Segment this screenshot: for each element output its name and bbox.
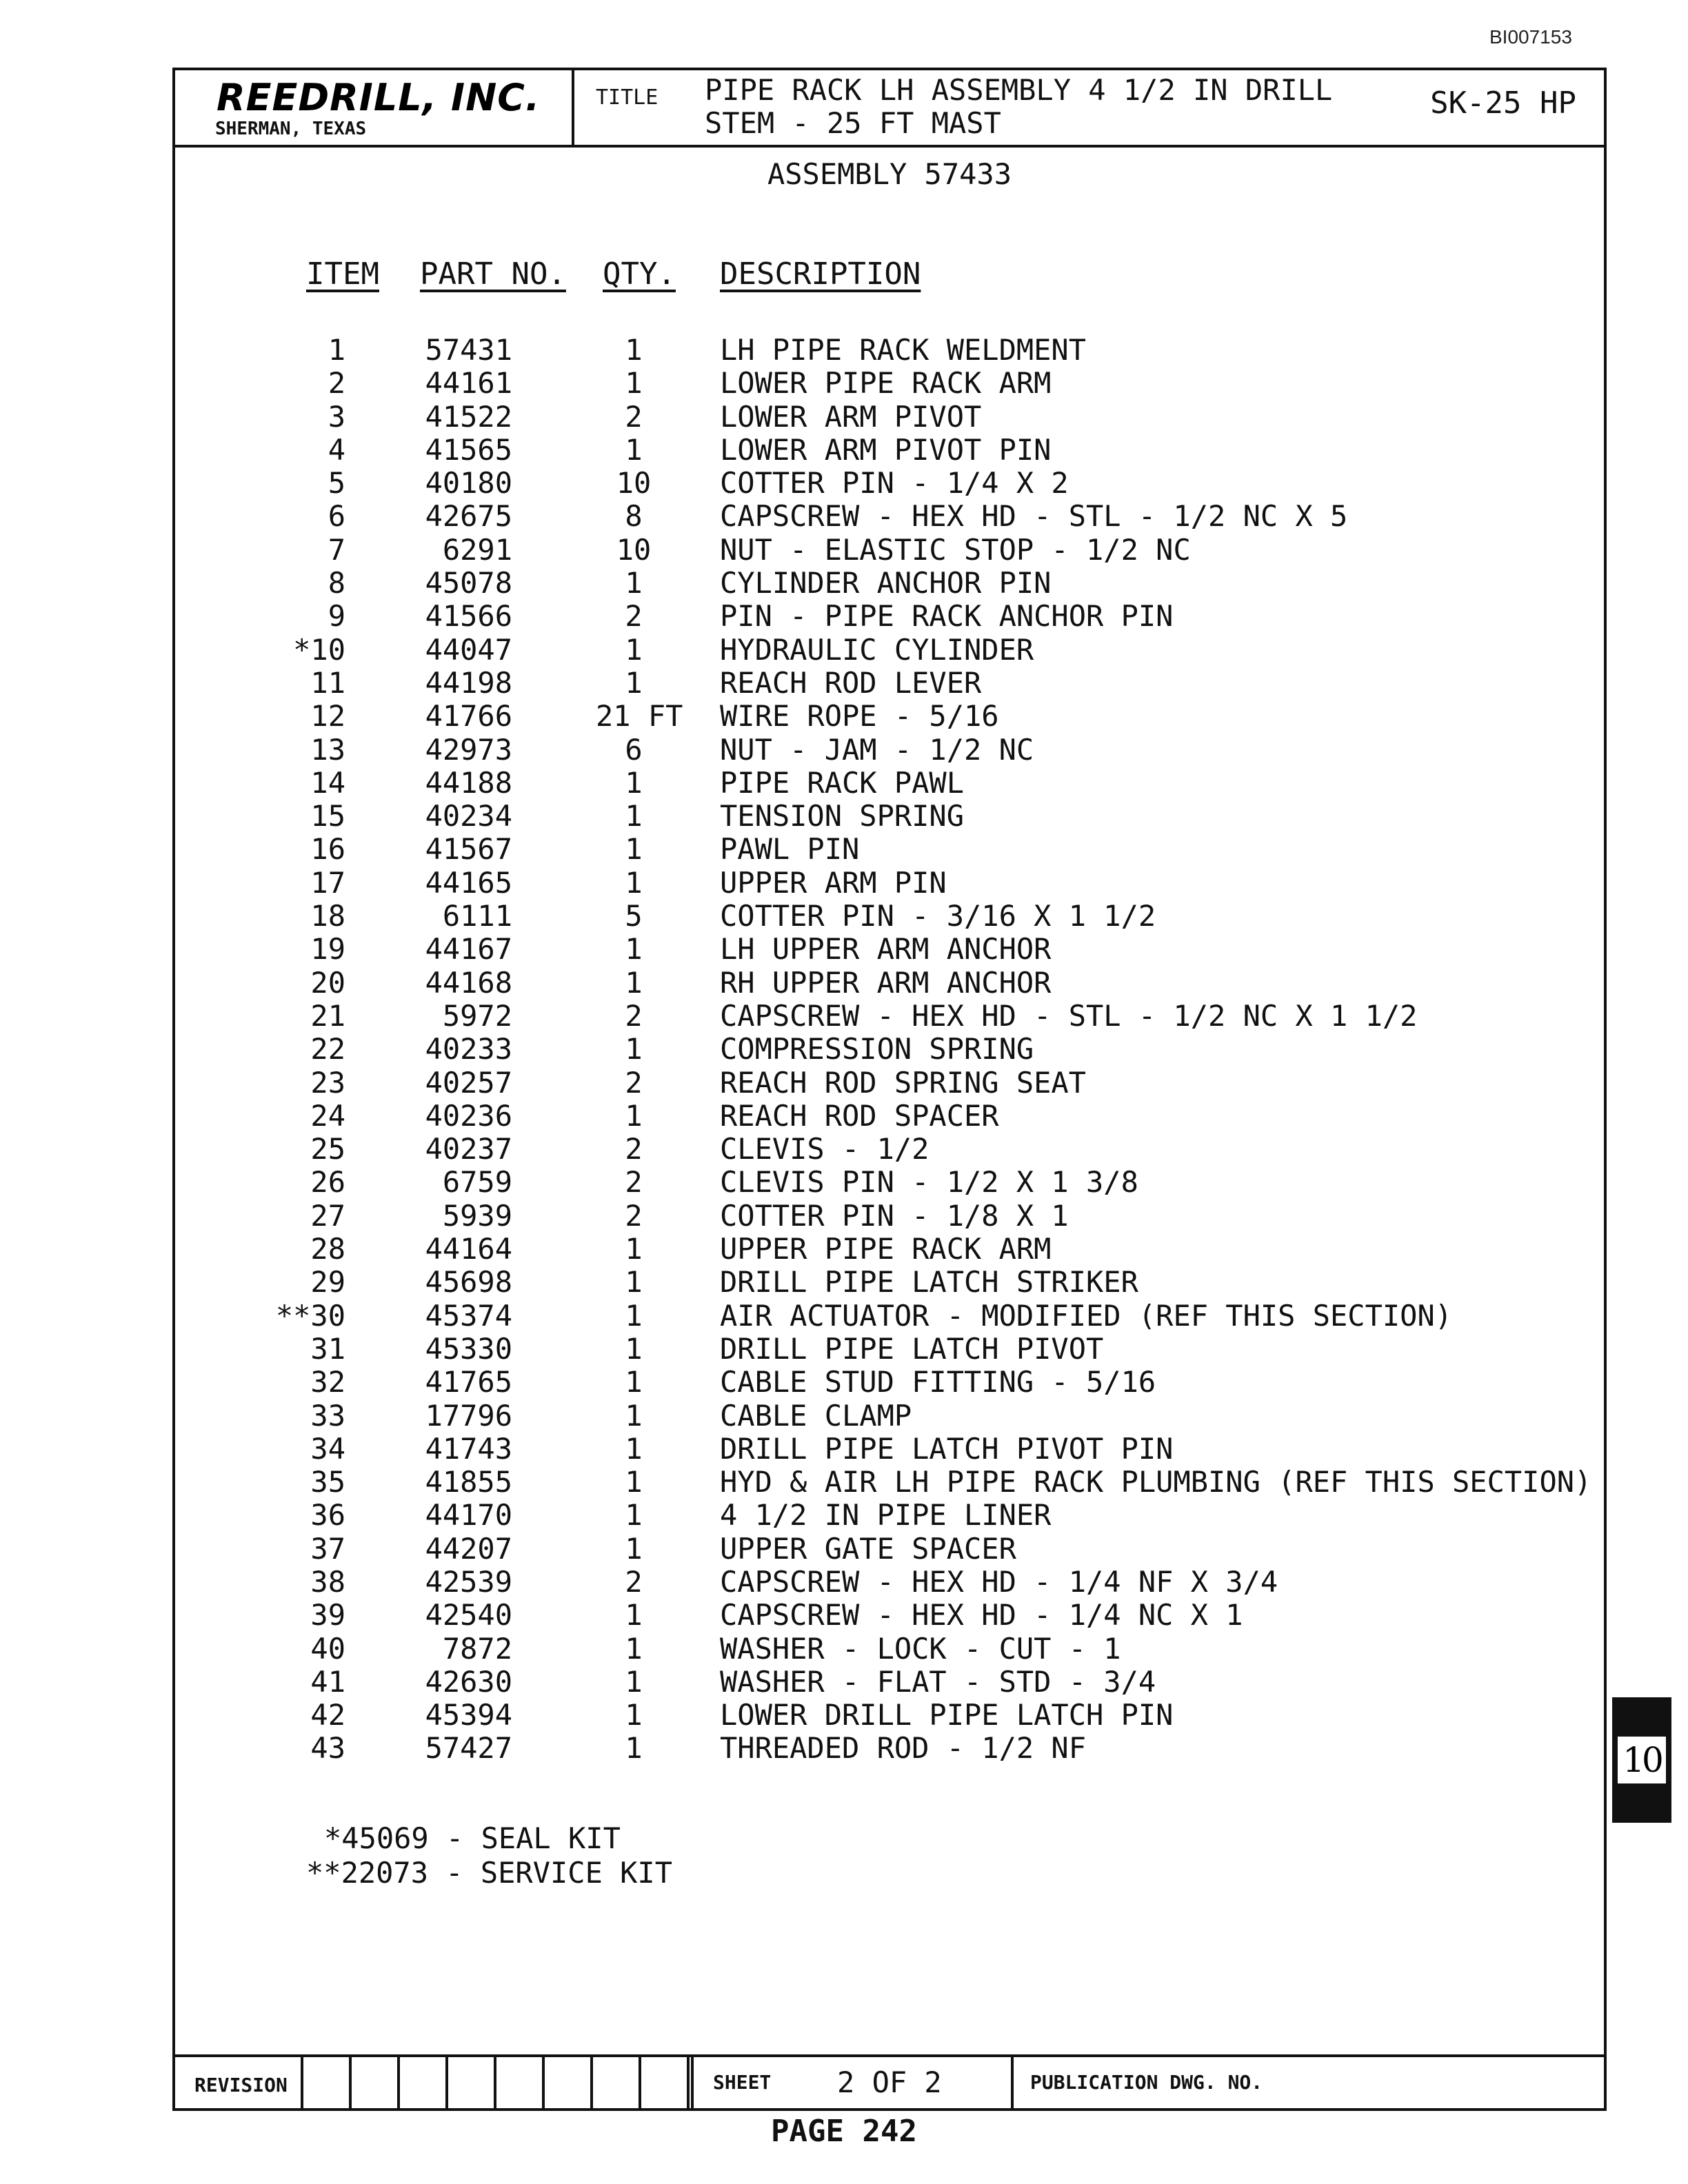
description-cell: LOWER DRILL PIPE LATCH PIN bbox=[720, 1698, 1174, 1732]
description-cell: REACH ROD LEVER bbox=[720, 665, 982, 700]
quantity-cell: 1 bbox=[625, 799, 643, 833]
item-cell: 8 bbox=[328, 566, 345, 600]
quantity-cell: 2 bbox=[625, 998, 643, 1033]
table-row bbox=[175, 334, 1604, 367]
quantity-cell: 1 bbox=[625, 366, 643, 401]
document-id: BI007153 bbox=[1489, 26, 1572, 48]
quantity-cell: 1 bbox=[625, 1398, 643, 1433]
column-header-part-no: PART NO. bbox=[420, 256, 566, 292]
part-number-cell: 6759 bbox=[442, 1165, 512, 1200]
revision-cell-divider bbox=[397, 2057, 400, 2108]
item-cell: 35 bbox=[310, 1465, 345, 1499]
table-row bbox=[175, 500, 1604, 533]
description-cell: COTTER PIN - 1/8 X 1 bbox=[720, 1198, 1069, 1233]
table-row bbox=[175, 1466, 1604, 1499]
item-cell: 25 bbox=[310, 1132, 345, 1166]
revision-cell-divider bbox=[1011, 2057, 1014, 2108]
part-number-cell: 6111 bbox=[442, 899, 512, 933]
quantity-cell: 6 bbox=[625, 732, 643, 767]
table-row bbox=[175, 667, 1604, 700]
item-cell: 42 bbox=[310, 1698, 345, 1732]
table-row bbox=[175, 967, 1604, 1000]
description-cell: CLEVIS PIN - 1/2 X 1 3/8 bbox=[720, 1165, 1138, 1200]
title-label: TITLE bbox=[596, 85, 659, 110]
revision-cell-divider bbox=[301, 2057, 303, 2108]
table-row bbox=[175, 1599, 1604, 1632]
description-cell: LOWER ARM PIVOT PIN bbox=[720, 432, 1052, 467]
table-row bbox=[175, 1133, 1604, 1166]
part-number-cell: 40180 bbox=[425, 466, 512, 501]
quantity-cell: 1 bbox=[625, 1731, 643, 1766]
table-row bbox=[175, 1100, 1604, 1133]
part-number-cell: 42630 bbox=[425, 1664, 512, 1699]
part-number-cell: 44188 bbox=[425, 765, 512, 800]
part-number-cell: 44170 bbox=[425, 1498, 512, 1533]
quantity-cell: 1 bbox=[625, 1465, 643, 1499]
description-cell: NUT - ELASTIC STOP - 1/2 NC bbox=[720, 532, 1191, 567]
quantity-cell: 1 bbox=[625, 1098, 643, 1133]
quantity-cell: 2 bbox=[625, 1564, 643, 1599]
table-row bbox=[175, 634, 1604, 667]
quantity-cell: 1 bbox=[625, 965, 643, 1000]
item-cell: 6 bbox=[328, 499, 345, 534]
table-row bbox=[175, 1632, 1604, 1666]
revision-label: REVISION bbox=[194, 2074, 288, 2096]
description-cell: WASHER - FLAT - STD - 3/4 bbox=[720, 1664, 1156, 1699]
title-line-2: STEM - 25 FT MAST bbox=[705, 106, 1001, 140]
quantity-cell: 1 bbox=[625, 1498, 643, 1533]
table-row bbox=[175, 434, 1604, 467]
description-cell: PIPE RACK PAWL bbox=[720, 765, 965, 800]
description-cell: CABLE STUD FITTING - 5/16 bbox=[720, 1365, 1156, 1399]
description-cell: RH UPPER ARM ANCHOR bbox=[720, 965, 1052, 1000]
description-cell: CAPSCREW - HEX HD - 1/4 NF X 3/4 bbox=[720, 1564, 1278, 1599]
quantity-cell: 1 bbox=[625, 1664, 643, 1699]
table-row bbox=[175, 1699, 1604, 1732]
table-row bbox=[175, 833, 1604, 866]
quantity-cell: 21 FT bbox=[596, 699, 683, 734]
item-cell: 41 bbox=[310, 1664, 345, 1699]
description-cell: TENSION SPRING bbox=[720, 799, 965, 833]
description-cell: HYD & AIR LH PIPE RACK PLUMBING (REF THIS SECTION) bbox=[720, 1465, 1592, 1499]
item-cell: 5 bbox=[328, 466, 345, 501]
part-number-cell: 40237 bbox=[425, 1132, 512, 1166]
part-number-cell: 44165 bbox=[425, 865, 512, 900]
description-cell: UPPER GATE SPACER bbox=[720, 1531, 1016, 1566]
table-row bbox=[175, 534, 1604, 567]
revision-cell-divider bbox=[349, 2057, 352, 2108]
quantity-cell: 2 bbox=[625, 1132, 643, 1166]
description-cell: THREADED ROD - 1/2 NF bbox=[720, 1731, 1087, 1766]
table-row bbox=[175, 467, 1604, 500]
description-cell: COMPRESSION SPRING bbox=[720, 1032, 1034, 1066]
item-cell: 32 bbox=[310, 1365, 345, 1399]
description-cell: WASHER - LOCK - CUT - 1 bbox=[720, 1631, 1121, 1666]
table-row bbox=[175, 800, 1604, 833]
part-number-cell: 40234 bbox=[425, 799, 512, 833]
drawing-frame bbox=[172, 68, 1607, 2111]
description-cell: CAPSCREW - HEX HD - 1/4 NC X 1 bbox=[720, 1598, 1243, 1632]
part-number-cell: 45394 bbox=[425, 1698, 512, 1732]
part-number-cell: 44164 bbox=[425, 1232, 512, 1266]
part-number-cell: 45374 bbox=[425, 1298, 512, 1333]
table-row bbox=[175, 1732, 1604, 1765]
description-cell: CAPSCREW - HEX HD - STL - 1/2 NC X 5 bbox=[720, 499, 1348, 534]
table-row bbox=[175, 1233, 1604, 1266]
description-cell: DRILL PIPE LATCH STRIKER bbox=[720, 1265, 1138, 1300]
item-cell: 27 bbox=[310, 1198, 345, 1233]
part-number-cell: 44198 bbox=[425, 665, 512, 700]
item-cell: 12 bbox=[310, 699, 345, 734]
revision-cell-divider bbox=[542, 2057, 545, 2108]
quantity-cell: 1 bbox=[625, 432, 643, 467]
quantity-cell: 1 bbox=[625, 1265, 643, 1300]
item-cell: 9 bbox=[328, 599, 345, 634]
part-number-cell: 40257 bbox=[425, 1065, 512, 1100]
item-cell: 26 bbox=[310, 1165, 345, 1200]
quantity-cell: 10 bbox=[616, 466, 652, 501]
item-cell: 11 bbox=[310, 665, 345, 700]
quantity-cell: 1 bbox=[625, 765, 643, 800]
part-number-cell: 42973 bbox=[425, 732, 512, 767]
part-number-cell: 41565 bbox=[425, 432, 512, 467]
part-number-cell: 40236 bbox=[425, 1098, 512, 1133]
description-cell: UPPER PIPE RACK ARM bbox=[720, 1232, 1052, 1266]
table-row bbox=[175, 867, 1604, 900]
description-cell: HYDRAULIC CYLINDER bbox=[720, 632, 1034, 667]
item-cell: 19 bbox=[310, 932, 345, 967]
part-number-cell: 7872 bbox=[442, 1631, 512, 1666]
part-number-cell: 41522 bbox=[425, 399, 512, 434]
description-cell: DRILL PIPE LATCH PIVOT PIN bbox=[720, 1431, 1174, 1466]
quantity-cell: 1 bbox=[625, 932, 643, 967]
publication-label: PUBLICATION DWG. NO. bbox=[1030, 2071, 1263, 2094]
part-number-cell: 45330 bbox=[425, 1331, 512, 1366]
part-number-cell: 45078 bbox=[425, 566, 512, 600]
quantity-cell: 1 bbox=[625, 1598, 643, 1632]
item-cell: 29 bbox=[310, 1265, 345, 1300]
item-cell: 3 bbox=[328, 399, 345, 434]
quantity-cell: 2 bbox=[625, 1165, 643, 1200]
quantity-cell: 2 bbox=[625, 599, 643, 634]
section-tab-label: 10 bbox=[1618, 1737, 1666, 1783]
table-row bbox=[175, 1300, 1604, 1333]
table-row bbox=[175, 1166, 1604, 1199]
quantity-cell: 1 bbox=[625, 1431, 643, 1466]
table-row bbox=[175, 1000, 1604, 1033]
table-row bbox=[175, 1433, 1604, 1466]
part-number-cell: 45698 bbox=[425, 1265, 512, 1300]
table-row bbox=[175, 1399, 1604, 1433]
item-cell: 15 bbox=[310, 799, 345, 833]
part-number-cell: 57427 bbox=[425, 1731, 512, 1766]
column-header-item: ITEM bbox=[306, 256, 379, 292]
item-cell: 22 bbox=[310, 1032, 345, 1066]
table-row bbox=[175, 933, 1604, 966]
table-row bbox=[175, 1333, 1604, 1366]
table-row bbox=[175, 367, 1604, 400]
item-cell: 23 bbox=[310, 1065, 345, 1100]
part-number-cell: 42539 bbox=[425, 1564, 512, 1599]
table-row bbox=[175, 600, 1604, 633]
item-cell: 7 bbox=[328, 532, 345, 567]
description-cell: CABLE CLAMP bbox=[720, 1398, 912, 1433]
description-cell: AIR ACTUATOR - MODIFIED (REF THIS SECTION) bbox=[720, 1298, 1453, 1333]
column-header-description: DESCRIPTION bbox=[720, 256, 921, 292]
part-number-cell: 17796 bbox=[425, 1398, 512, 1433]
part-number-cell: 40233 bbox=[425, 1032, 512, 1066]
quantity-cell: 1 bbox=[625, 566, 643, 600]
part-number-cell: 41566 bbox=[425, 599, 512, 634]
description-cell: CYLINDER ANCHOR PIN bbox=[720, 566, 1052, 600]
table-row bbox=[175, 401, 1604, 434]
item-cell: 36 bbox=[310, 1498, 345, 1533]
part-number-cell: 41765 bbox=[425, 1365, 512, 1399]
part-number-cell: 44161 bbox=[425, 366, 512, 401]
part-number-cell: 41855 bbox=[425, 1465, 512, 1499]
description-cell: LOWER ARM PIVOT bbox=[720, 399, 982, 434]
company-location: SHERMAN, TEXAS bbox=[215, 119, 367, 139]
description-cell: PIN - PIPE RACK ANCHOR PIN bbox=[720, 599, 1174, 634]
table-row bbox=[175, 734, 1604, 767]
table-row bbox=[175, 1066, 1604, 1100]
quantity-cell: 1 bbox=[625, 1232, 643, 1266]
part-number-cell: 57431 bbox=[425, 333, 512, 367]
quantity-cell: 1 bbox=[625, 1698, 643, 1732]
quantity-cell: 10 bbox=[616, 532, 652, 567]
item-cell: 40 bbox=[310, 1631, 345, 1666]
item-cell: 33 bbox=[310, 1398, 345, 1433]
part-number-cell: 44168 bbox=[425, 965, 512, 1000]
description-cell: REACH ROD SPRING SEAT bbox=[720, 1065, 1087, 1100]
quantity-cell: 5 bbox=[625, 899, 643, 933]
part-number-cell: 41567 bbox=[425, 832, 512, 867]
table-row bbox=[175, 900, 1604, 933]
description-cell: DRILL PIPE LATCH PIVOT bbox=[720, 1331, 1104, 1366]
description-cell: PAWL PIN bbox=[720, 832, 860, 867]
table-row bbox=[175, 1366, 1604, 1399]
description-cell: LH UPPER ARM ANCHOR bbox=[720, 932, 1052, 967]
part-number-cell: 44047 bbox=[425, 632, 512, 667]
section-tab[interactable] bbox=[1612, 1697, 1671, 1823]
table-row bbox=[175, 1666, 1604, 1699]
item-cell: 13 bbox=[310, 732, 345, 767]
title-divider bbox=[572, 70, 574, 145]
quantity-cell: 1 bbox=[625, 1331, 643, 1366]
assembly-number: ASSEMBLY 57433 bbox=[767, 157, 1012, 191]
revision-cell-divider bbox=[494, 2057, 496, 2108]
description-cell: REACH ROD SPACER bbox=[720, 1098, 999, 1133]
revision-cell-divider bbox=[590, 2057, 593, 2108]
table-row bbox=[175, 1499, 1604, 1532]
quantity-cell: 1 bbox=[625, 665, 643, 700]
item-cell: 18 bbox=[310, 899, 345, 933]
sheet-value: 2 OF 2 bbox=[837, 2065, 942, 2099]
description-cell: UPPER ARM PIN bbox=[720, 865, 947, 900]
sheet-label: SHEET bbox=[713, 2071, 772, 2094]
part-number-cell: 5939 bbox=[442, 1198, 512, 1233]
part-number-cell: 44167 bbox=[425, 932, 512, 967]
title-block bbox=[175, 70, 1604, 148]
item-cell: 16 bbox=[310, 832, 345, 867]
description-cell: WIRE ROPE - 5/16 bbox=[720, 699, 999, 734]
item-cell: **30 bbox=[275, 1298, 345, 1333]
item-cell: 38 bbox=[310, 1564, 345, 1599]
item-cell: 34 bbox=[310, 1431, 345, 1466]
table-row bbox=[175, 1033, 1604, 1066]
quantity-cell: 1 bbox=[625, 1298, 643, 1333]
revision-cell-divider bbox=[445, 2057, 448, 2108]
note-seal-kit: *45069 - SEAL KIT bbox=[324, 1821, 621, 1855]
quantity-cell: 1 bbox=[625, 1531, 643, 1566]
part-number-cell: 41766 bbox=[425, 699, 512, 734]
item-cell: 39 bbox=[310, 1598, 345, 1632]
column-header-qty: QTY. bbox=[603, 256, 676, 292]
item-cell: 4 bbox=[328, 432, 345, 467]
quantity-cell: 2 bbox=[625, 399, 643, 434]
revision-cell-divider bbox=[687, 2057, 690, 2108]
part-number-cell: 41743 bbox=[425, 1431, 512, 1466]
description-cell: CLEVIS - 1/2 bbox=[720, 1132, 930, 1166]
quantity-cell: 1 bbox=[625, 1032, 643, 1066]
part-number-cell: 42540 bbox=[425, 1598, 512, 1632]
table-row bbox=[175, 1266, 1604, 1299]
item-cell: 24 bbox=[310, 1098, 345, 1133]
part-number-cell: 42675 bbox=[425, 499, 512, 534]
quantity-cell: 1 bbox=[625, 832, 643, 867]
revision-cell-divider bbox=[691, 2057, 694, 2108]
quantity-cell: 2 bbox=[625, 1065, 643, 1100]
quantity-cell: 8 bbox=[625, 499, 643, 534]
item-cell: 37 bbox=[310, 1531, 345, 1566]
quantity-cell: 1 bbox=[625, 333, 643, 367]
table-row bbox=[175, 1566, 1604, 1599]
part-number-cell: 5972 bbox=[442, 998, 512, 1033]
item-cell: 17 bbox=[310, 865, 345, 900]
title-line-1: PIPE RACK LH ASSEMBLY 4 1/2 IN DRILL bbox=[705, 73, 1333, 107]
quantity-cell: 1 bbox=[625, 1365, 643, 1399]
item-cell: 14 bbox=[310, 765, 345, 800]
table-row bbox=[175, 767, 1604, 800]
quantity-cell: 1 bbox=[625, 865, 643, 900]
part-number-cell: 6291 bbox=[442, 532, 512, 567]
description-cell: LH PIPE RACK WELDMENT bbox=[720, 333, 1087, 367]
item-cell: *10 bbox=[293, 632, 345, 667]
description-cell: CAPSCREW - HEX HD - STL - 1/2 NC X 1 1/2 bbox=[720, 998, 1418, 1033]
table-row bbox=[175, 567, 1604, 600]
description-cell: NUT - JAM - 1/2 NC bbox=[720, 732, 1034, 767]
item-cell: 43 bbox=[310, 1731, 345, 1766]
page-number: PAGE 242 bbox=[771, 2114, 917, 2149]
item-cell: 28 bbox=[310, 1232, 345, 1266]
description-cell: COTTER PIN - 3/16 X 1 1/2 bbox=[720, 899, 1156, 933]
table-row bbox=[175, 1200, 1604, 1233]
part-number-cell: 44207 bbox=[425, 1531, 512, 1566]
parts-rows bbox=[175, 334, 1604, 1766]
item-cell: 21 bbox=[310, 998, 345, 1033]
quantity-cell: 2 bbox=[625, 1198, 643, 1233]
item-cell: 31 bbox=[310, 1331, 345, 1366]
item-cell: 20 bbox=[310, 965, 345, 1000]
quantity-cell: 1 bbox=[625, 632, 643, 667]
note-service-kit: **22073 - SERVICE KIT bbox=[306, 1856, 673, 1890]
description-cell: 4 1/2 IN PIPE LINER bbox=[720, 1498, 1052, 1533]
item-cell: 1 bbox=[328, 333, 345, 367]
model-number: SK-25 HP bbox=[1430, 85, 1576, 121]
description-cell: LOWER PIPE RACK ARM bbox=[720, 366, 1052, 401]
revision-cell-divider bbox=[639, 2057, 641, 2108]
table-row bbox=[175, 1533, 1604, 1566]
quantity-cell: 1 bbox=[625, 1631, 643, 1666]
company-name: REEDRILL, INC. bbox=[217, 76, 541, 119]
table-row bbox=[175, 700, 1604, 733]
description-cell: COTTER PIN - 1/4 X 2 bbox=[720, 466, 1069, 501]
item-cell: 2 bbox=[328, 366, 345, 401]
revision-block bbox=[175, 2054, 1604, 2108]
